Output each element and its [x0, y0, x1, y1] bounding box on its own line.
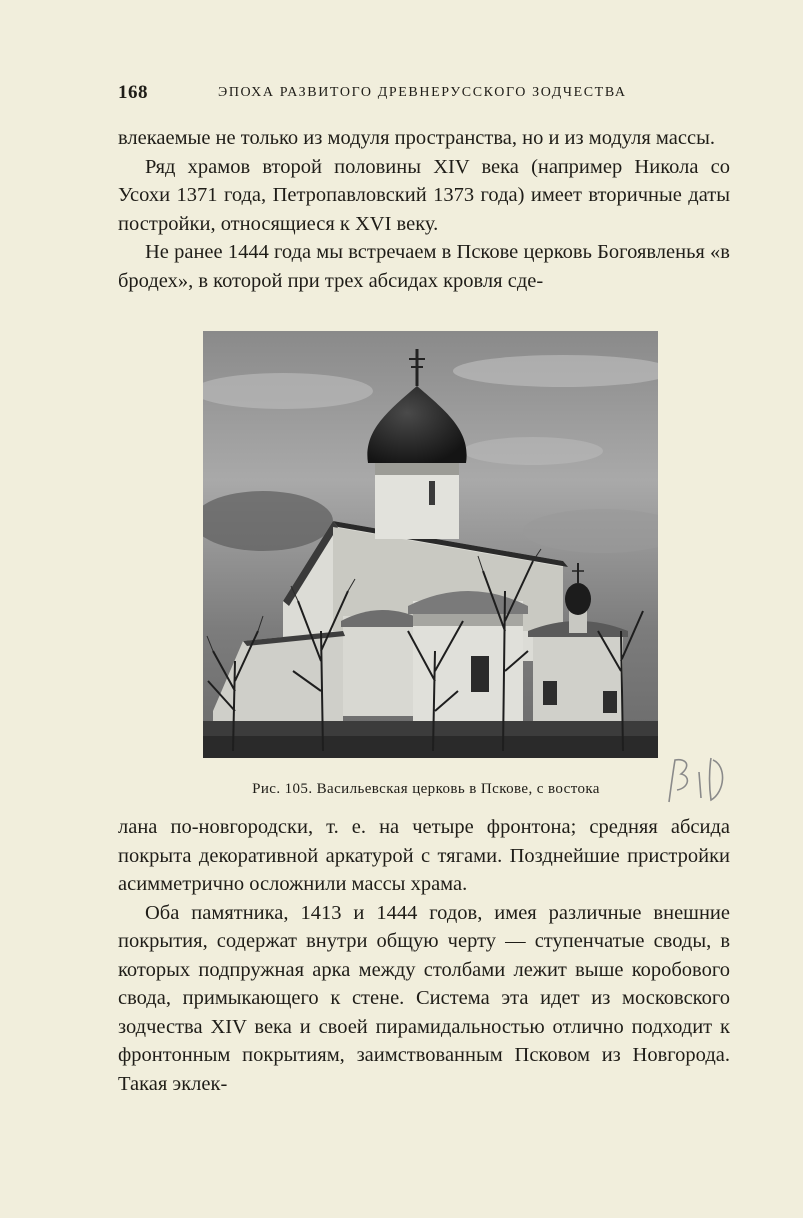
body-text-top [118, 124, 730, 295]
paragraph: лана по-новгородски, т. е. на четыре фронтона; средняя абсида покрыта декоративной аркатурой с тягами. Позднейшие пристройки асимметрично осложнили массы храма. [118, 816, 730, 895]
figure-caption: Рис. 105. Васильевская церковь в Пскове, с востока [252, 781, 600, 797]
church-illustration [203, 331, 658, 758]
chapter-title: ЭПОХА РАЗВИТОГО ДРЕВНЕРУССКОГО ЗОДЧЕСТВА [218, 85, 627, 100]
running-head [118, 82, 638, 106]
page-number: 168 [118, 82, 148, 103]
church-photograph [203, 331, 658, 758]
handwritten-pencil-mark [665, 752, 735, 806]
body-text-bottom [118, 813, 730, 1098]
paragraph: Ряд храмов второй половины XIV века (например Никола со Усохи 1371 года, Петропавловский 1373 года) имеет вторичные даты постройки, относящиеся к XVI веку. [118, 155, 730, 235]
paragraph: Не ранее 1444 года мы встречаем в Пскове церковь Богоявленья «в бродех», в которой при трех абсидах кровля сде- [118, 241, 730, 292]
paragraph: Оба памятника, 1413 и 1444 годов, имея различные внешние покрытия, содержат внутри общую черту — ступенчатые своды, в которых подпружная арка между столбами лежит выше коробового свода, примыкающего к стене. Система эта идет из московского зодчества XIV века и своей пирамидальностью отлично подходит к фронтонным покрытиям, заимствованным Псковом из Новгорода. Такая эклек- [118, 901, 730, 1095]
paragraph: влекаемые не только из модуля пространства, но и из модуля массы. [118, 127, 715, 149]
